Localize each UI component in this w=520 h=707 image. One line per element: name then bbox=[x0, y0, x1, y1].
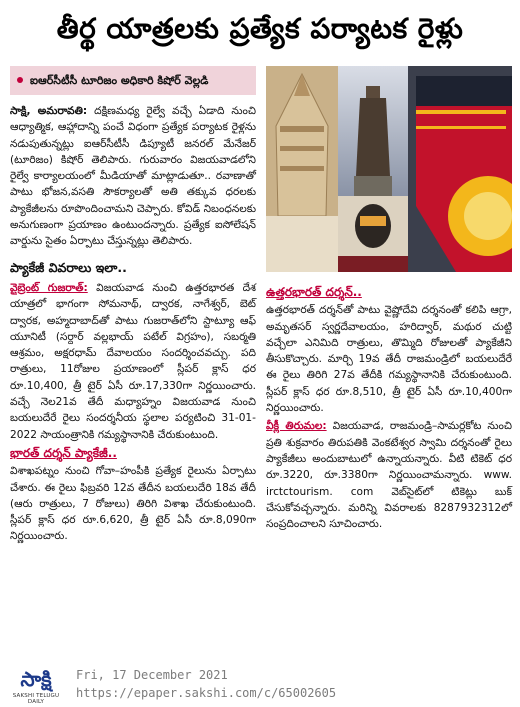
bharat-text: విశాఖపట్నం నుంచి గోవా–హంపీకి ప్రత్యేక రైలును ఏర్పాటు చేశారు. ఈ రైలు ఫిబ్రవరి 12వ తేదీన బయలుదేరి 18వ తేదీ (ఆరు రాత్రులు, 7 రోజులు) తిరిగి విశాఖ చేరుకుంటుంది. స్లీపర్ క్లాస్ ధర రూ.6,620, త్రీ టైర్ ఏసీ రూ.8,090గా నిర్ణయించారు. bbox=[10, 465, 256, 543]
bharat-heading: భారత్ దర్శన్ ప్యాకేజీ.. bbox=[10, 445, 117, 460]
article-photo-collage bbox=[266, 66, 512, 272]
page-title: తీర్థ యాత్రలకు ప్రత్యేక పర్యాటక రైళ్లు bbox=[56, 12, 464, 45]
dateline: సాక్షి, అమరావతి: bbox=[10, 105, 88, 117]
epaper-url-link[interactable]: https://epaper.sakshi.com/c/65002605 bbox=[76, 686, 337, 700]
uttar-text: ఉత్తరభారత్ దర్శన్‌తో పాటు వైష్ణోదేవి దర్శనంతో కలిపి ఆగ్రా, అమృతసర్ స్వర్ణదేవాలయం, హరిద్వార్, మథుర చుట్టి వచ్చేలా ఎనిమిది రాత్రులు, తొమ్మిది రోజులతో ప్యాకేజీని తీసుకొచ్చారు. మార్చి 19వ తేదీ రాజమండ్రిలో బయలుదేరే ఈ రైలు తిరిగి 27వ తేదీకి గమ్యస్థానానికి చేరుకుంటుంది. స్లీపర్ క్లాస్ ధర రూ.8,510, త్రీ టైర్ ఏసీ రూ.10,400గా నిర్ణయించారు. bbox=[266, 304, 512, 415]
gujarat-text: విజయవాడ నుంచి ఉత్తరభారత దేశ యాత్రలో భాగంగా సోమనాథ్, ద్వారక, నాగేశ్వర్, బెట్ ద్వారక, అహ్మదాబాద్‌తో పాటు గుజరాత్‌లోని స్టాట్యూ ఆఫ్ యూనిటీ (సర్దార్ వల్లభాయ్ పటేల్ విగ్రహం), సబర్మతి ఆశ్రమం, అక్షరధామ్ దేవాలయం సందర్శించవచ్చు. పది రాత్రులు, 11రోజుల ప్రయాణంలో స్లీపర్ క్లాస్ ధర రూ.10,400, త్రీ టైర్ ఏసీ రూ.17,330గా నిర్ణయించారు. వచ్చే నెల21వ తేదీ మధ్యాహ్నం విజయవాడ నుంచి బయలుదేరే రైలు సందర్శనీయ స్థలాల పర్యటించి 31-01-2022 సాయంత్రానికి గమ్యస్థానానికి చేరుకుంటుంది. bbox=[10, 281, 256, 441]
right-column bbox=[266, 282, 512, 532]
tirumala-label: వీక్లీ తిరుమల: bbox=[266, 420, 327, 433]
left-column bbox=[10, 66, 256, 545]
sakshi-logo-tagline: SAKSHI TELUGU DAILY bbox=[12, 693, 60, 705]
gujarat-label: వైబ్రెంట్ గుజరాత్: bbox=[10, 281, 88, 294]
sakshi-logo: సాక్షి bbox=[6, 666, 66, 692]
gujarat-paragraph bbox=[10, 280, 256, 443]
temple-statue-train-photo bbox=[266, 66, 512, 272]
tirumala-paragraph bbox=[266, 418, 512, 532]
intro-text: దక్షిణమధ్య రైల్వే వచ్చే ఏడాది నుంచి ఆధ్యాత్మిక, ఆహ్లాదాన్ని పంచే విధంగా ప్రత్యేక పర్యాటక రైళ్లను నడుపుతున్నట్లు ఐఆర్‌సీటీసీ డిప్యూటీ జనరల్ మేనేజర్ (టూరిజం) కిషోర్ తెలిపారు. గురువారం విజయవాడలోని రైల్వే కార్యాలయంలో మీడియాతో మాట్లాడుతూ.. రవాణాతో పాటు భోజన,వసతి సౌకర్యాలతో అతి తక్కువ ధరలకు ప్యాకేజీలను రూపొందించామని చెప్పారు. కోవిడ్ నిబంధనలకు అనుగుణంగా ప్రయాణం ఉంటుందన్నారు. ప్రత్యేక ఐసోలేషన్ వార్డును సైతం ఏర్పాటు చేస్తున్నట్లు తెలిపారు. bbox=[10, 105, 257, 248]
uttar-heading: ఉత్తరభారత్ దర్శన్.. bbox=[266, 285, 362, 299]
intro-paragraph bbox=[10, 103, 256, 250]
publication-date: Fri, 17 December 2021 bbox=[76, 668, 228, 682]
section-heading-package: ప్యాకేజీ వివరాలు ఇలా.. bbox=[10, 259, 127, 275]
summary-blurb: ఐఆర్‌సీటీసీ టూరిజం అధికారి కిషోర్ వెల్లడి bbox=[10, 66, 256, 95]
tirumala-text: విజయవాడ, రాజమండ్రి–సామర్లకోట నుంచి ప్రతి శుక్రవారం తిరుపతికి వెంకటేశ్వర స్వామి దర్శనంతో రైలు ప్యాకేజీలు అందుబాటులో ఉన్నాయన్నారు. వీటి టికెట్ ధర రూ.3220, రూ.3380గా నిర్ణయించామన్నారు. www. irctctourism. com వెబ్‌సైట్‌లో టికెట్లు బుక్ చేసుకోవచ్చన్నారు. మరిన్ని వివరాలకు 8287932312లో సంప్రదించాలని సూచించారు. bbox=[266, 420, 512, 531]
